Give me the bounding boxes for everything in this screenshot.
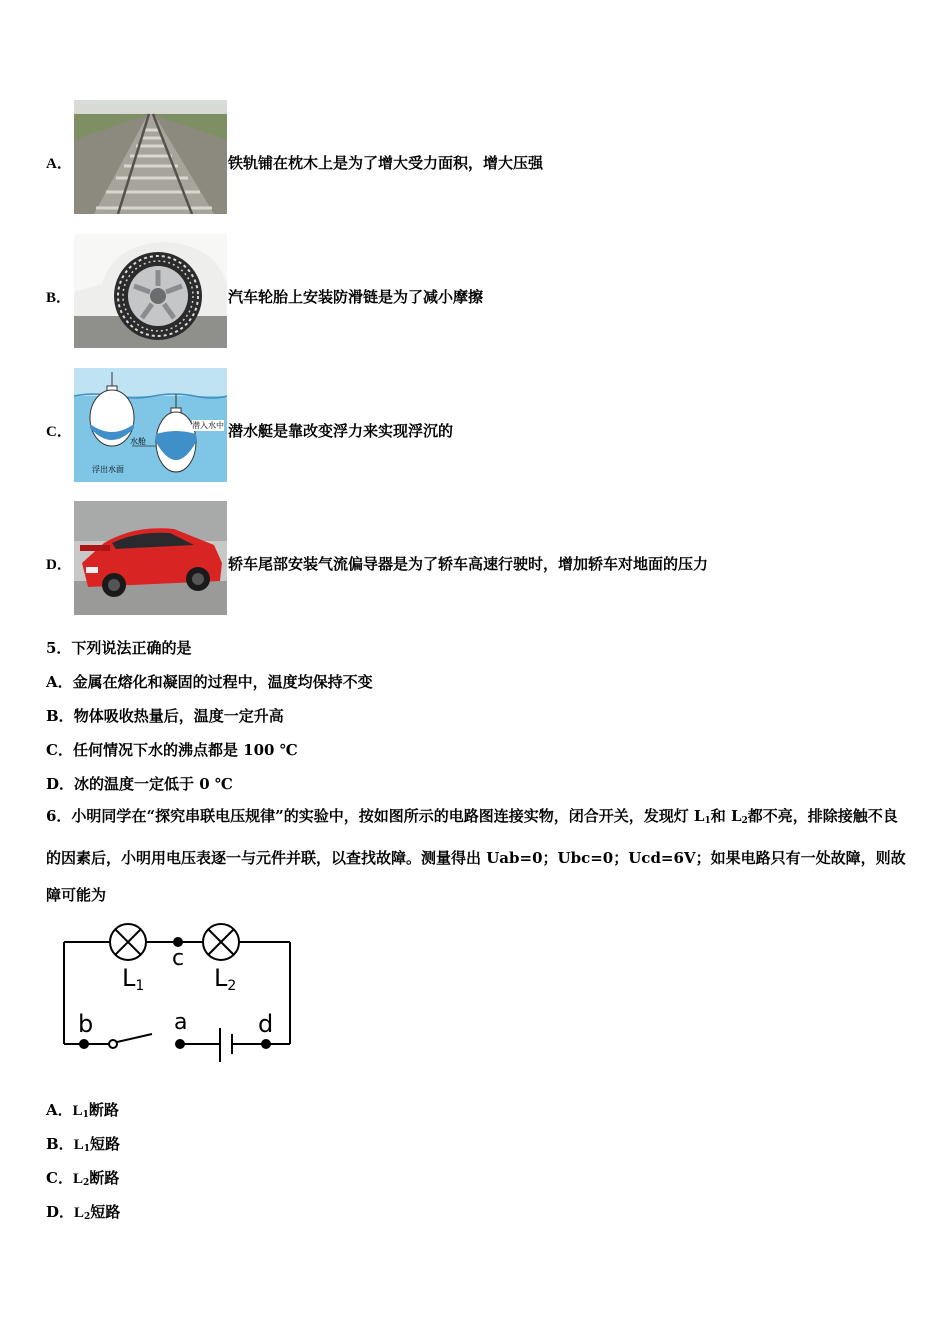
option-letter: C． xyxy=(46,424,72,440)
option-text: 任何情况下水的沸点都是 100 ℃ xyxy=(72,741,298,759)
option-lamp: L xyxy=(74,1205,85,1221)
q6-stem-part2: 和 L xyxy=(710,807,742,825)
railway-track-image xyxy=(74,100,227,214)
node-label-a: a xyxy=(174,1010,188,1035)
sports-car-image xyxy=(74,501,227,615)
option-text: 短路 xyxy=(89,1135,120,1153)
label-water-tank: 水舱 xyxy=(130,437,146,446)
option-letter: B． xyxy=(46,707,74,725)
q6-stem-part1: 6．小明同学在“探究串联电压规律”的实验中，按如图所示的电路图连接实物，闭合开关，发现灯 L xyxy=(46,807,705,825)
q4-option-a xyxy=(46,100,906,214)
q6-stem-part3: 都不亮，排除接触不良的因素后，小明用电压表逐一与元件并联，以查找故障。测量得出 Uab=0；Ubc=0；Ucd=6V；如果电路只有一处故障，则故障可能为 xyxy=(46,807,906,904)
option-letter: D． xyxy=(46,557,72,573)
option-lamp: L xyxy=(72,1103,83,1119)
lamp-label-l2 xyxy=(214,964,236,994)
option-letter: B． xyxy=(46,290,72,306)
q5-option-a xyxy=(46,671,373,692)
option-text: 短路 xyxy=(90,1203,121,1221)
label-submerged: 潜入水中 xyxy=(192,421,224,430)
option-text: 金属在熔化和凝固的过程中，温度均保持不变 xyxy=(72,673,373,691)
option-lamp-sub: 1 xyxy=(82,1110,89,1120)
q6-option-a xyxy=(46,1099,119,1120)
lamp-label-l1 xyxy=(122,964,144,994)
q6-option-c xyxy=(46,1167,119,1188)
q5-option-c xyxy=(46,739,298,760)
option-text: 铁轨铺在枕木上是为了增大受力面积，增大压强 xyxy=(228,154,544,172)
lamp-l2-letter: L xyxy=(214,964,228,992)
q5-stem: 5．下列说法正确的是 xyxy=(46,639,192,657)
option-text: 物体吸收热量后，温度一定升高 xyxy=(73,707,284,725)
q6-sub1: 1 xyxy=(704,816,711,826)
circuit-diagram xyxy=(58,920,298,1070)
option-letter: A． xyxy=(46,156,72,172)
q5-option-d xyxy=(46,773,233,794)
lamp-l2-sub: 2 xyxy=(227,978,237,994)
option-text: 断路 xyxy=(89,1169,120,1187)
circuit-wires xyxy=(58,920,298,1070)
option-text: 冰的温度一定低于 0 ℃ xyxy=(74,775,233,793)
q6-stem xyxy=(46,798,908,914)
q4-option-c xyxy=(46,368,906,482)
option-letter: C． xyxy=(46,741,73,759)
option-letter: D． xyxy=(46,775,75,793)
option-letter: A． xyxy=(46,673,73,691)
node-label-b: b xyxy=(78,1010,94,1038)
option-letter: D． xyxy=(46,1203,75,1221)
option-lamp: L xyxy=(72,1171,83,1187)
option-text: 轿车尾部安装气流偏导器是为了轿车高速行驶时，增加轿车对地面的压力 xyxy=(228,555,709,573)
q6-option-b xyxy=(46,1133,120,1154)
lamp-l1-letter: L xyxy=(122,964,136,992)
q5-option-b xyxy=(46,705,284,726)
node-label-d: d xyxy=(258,1010,274,1038)
submarine-diagram-image xyxy=(74,368,227,482)
q6-option-d xyxy=(46,1201,120,1222)
q6-sub2: 2 xyxy=(741,816,748,826)
label-surface: 浮出水面 xyxy=(92,465,124,474)
option-letter: C． xyxy=(46,1169,73,1187)
lamp-l1-sub: 1 xyxy=(135,978,145,994)
option-lamp: L xyxy=(73,1137,84,1153)
tire-chain-image xyxy=(74,234,227,348)
option-letter: A． xyxy=(46,1101,73,1119)
option-lamp-sub: 2 xyxy=(82,1178,90,1188)
option-lamp-sub: 1 xyxy=(83,1144,90,1154)
node-label-c: c xyxy=(172,946,185,971)
option-lamp-sub: 2 xyxy=(84,1212,91,1222)
q4-option-b xyxy=(46,234,906,348)
option-text: 断路 xyxy=(88,1101,119,1119)
option-text: 汽车轮胎上安装防滑链是为了减小摩擦 xyxy=(228,288,484,306)
option-text: 潜水艇是靠改变浮力来实现浮沉的 xyxy=(228,422,454,440)
q4-option-d xyxy=(46,501,906,615)
option-letter: B． xyxy=(46,1135,74,1153)
